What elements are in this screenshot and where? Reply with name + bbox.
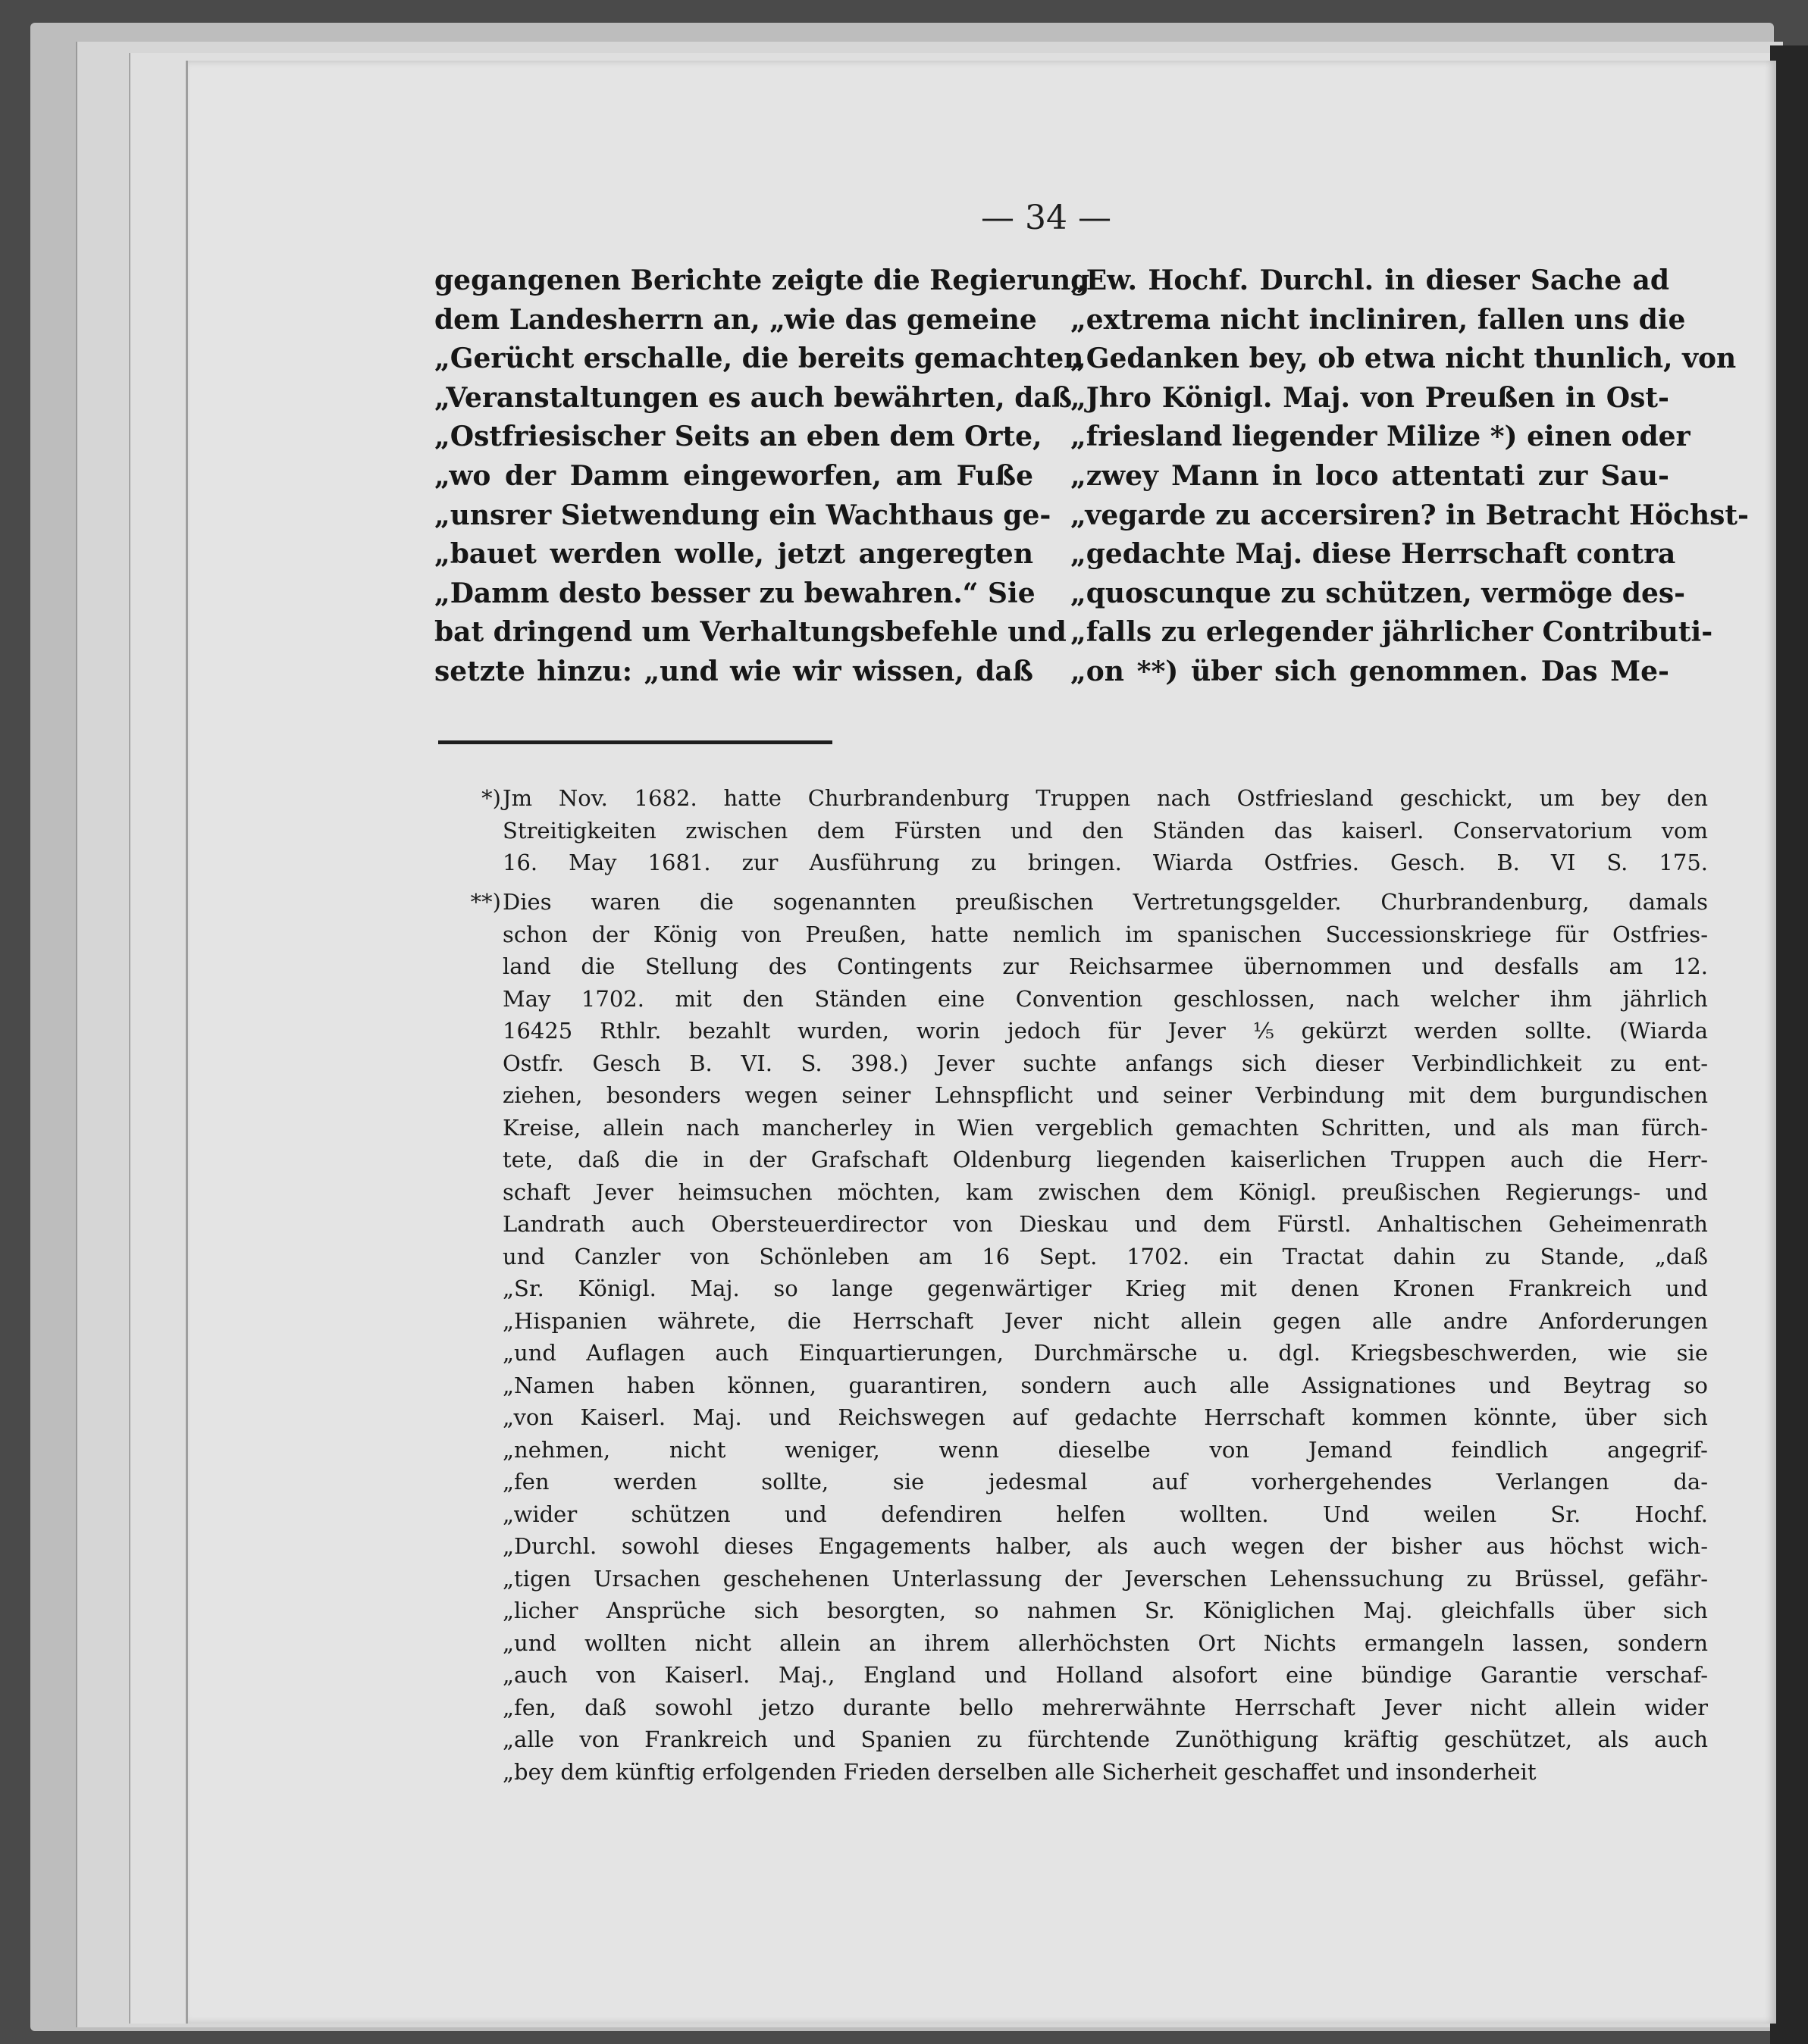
footnote-line: „von Kaiserl. Maj. und Reichswegen auf gedachte Herrschaft kommen könnte, über sich: [503, 1404, 1708, 1430]
footnote-line: Streitigkeiten zwischen dem Fürsten und den Ständen das kaiserl. Conservatorium vom: [503, 817, 1708, 844]
body-line: „extrema nicht incliniren, fallen uns die: [1070, 303, 1686, 336]
body-line: „vegarde zu accersiren? in Betracht Höchst-: [1070, 499, 1749, 531]
footnote-line: „fen, daß sowohl jetzo durante bello mehrerwähnte Herrschaft Jever nicht allein wider: [503, 1694, 1708, 1720]
footnote-line: „fen werden sollte, sie jedesmal auf vorhergehendes Verlangen da-: [503, 1469, 1708, 1495]
body-line: „bauet werden wolle, jetzt angeregten: [434, 538, 1033, 571]
footnote-2: [470, 886, 1708, 1788]
footnote-line: tete, daß die in der Grafschaft Oldenburg liegenden kaiserlichen Truppen auch die Herr-: [503, 1147, 1708, 1172]
footnote-line: und Canzler von Schönleben am 16 Sept. 1702. ein Tractat dahin zu Stande, „daß: [503, 1243, 1708, 1269]
footnote-separator-rule: [438, 740, 832, 744]
body-line: „Ew. Hochf. Durchl. in dieser Sache ad: [1070, 264, 1669, 296]
footnote-line: Jm Nov. 1682. hatte Churbrandenburg Truppen nach Ostfriesland geschickt, um bey den: [503, 785, 1708, 811]
body-line: „falls zu erlegender jährlicher Contributi-: [1070, 616, 1713, 649]
body-line: „zwey Mann in loco attentati zur Sau-: [1070, 459, 1669, 492]
body-line: „Ostfriesischer Seits an eben dem Orte,: [434, 421, 1042, 453]
footnote-line: „licher Ansprüche sich besorgten, so nahmen Sr. Königlichen Maj. gleichfalls über sich: [503, 1598, 1708, 1623]
footnote-line: 16. May 1681. zur Ausführung zu bringen. Wiarda Ostfries. Gesch. B. VI S. 175.: [503, 850, 1708, 875]
footnote-line: „wider schützen und defendiren helfen wollten. Und weilen Sr. Hochf.: [503, 1501, 1708, 1527]
body-line: „friesland liegender Milize *) einen oder: [1070, 421, 1690, 453]
page-number: — 34 —: [981, 199, 1111, 237]
footnote-line: land die Stellung des Contingents zur Reichsarmee übernommen und desfalls am 12.: [503, 953, 1708, 979]
left-text-column: [434, 261, 1090, 692]
body-line: „on **) über sich genommen. Das Me-: [1070, 655, 1669, 687]
footnote-line: „bey dem künftig erfolgenden Frieden derselben alle Sicherheit geschaffet und insonderheit: [503, 1758, 1537, 1785]
body-line: „gedachte Maj. diese Herrschaft contra: [1070, 538, 1676, 571]
body-line: „Jhro Königl. Maj. von Preußen in Ost-: [1070, 381, 1669, 414]
footnote-line: Ostfr. Gesch B. VI. S. 398.) Jever suchte anfangs sich dieser Verbindlichkeit zu ent-: [503, 1050, 1708, 1076]
body-line: bat dringend um Verhaltungsbefehle und: [434, 616, 1067, 649]
body-line: „quoscunque zu schützen, vermöge des-: [1070, 577, 1686, 609]
footnote-line: „Namen haben können, guarantiren, sondern auch alle Assignationes und Beytrag so: [503, 1372, 1708, 1398]
footnote-marker: *): [481, 785, 501, 811]
footnote-line: Dies waren die sogenannten preußischen Vertretungsgelder. Churbrandenburg, damals: [503, 889, 1708, 915]
body-line: „Damm desto besser zu bewahren.“ Sie: [434, 577, 1036, 609]
body-line: „Gerücht erschalle, die bereits gemachten: [434, 343, 1084, 375]
footnote-line: „und Auflagen auch Einquartierungen, Durchmärsche u. dgl. Kriegsbeschwerden, wie sie: [503, 1340, 1708, 1366]
footnote-line: Landrath auch Obersteuerdirector von Dieskau und dem Fürstl. Anhaltischen Geheimenrath: [503, 1211, 1708, 1237]
body-line: setzte hinzu: „und wie wir wissen, daß: [434, 655, 1033, 687]
footnote-line: „auch von Kaiserl. Maj., England und Holland alsofort eine bündige Garantie verschaf-: [503, 1662, 1708, 1688]
body-line: dem Landesherrn an, „wie das gemeine: [434, 303, 1037, 336]
footnote-line: 16425 Rthlr. bezahlt wurden, worin jedoch für Jever ⅕ gekürzt werden sollte. (Wiarda: [503, 1018, 1708, 1044]
footnote-line: schon der König von Preußen, hatte nemlich im spanischen Successionskriege für Ostfries-: [503, 921, 1708, 947]
footnote-line: „und wollten nicht allein an ihrem allerhöchsten Ort Nichts ermangeln lassen, sondern: [503, 1629, 1708, 1656]
body-line: „unsrer Sietwendung ein Wachthaus ge-: [434, 499, 1051, 531]
footnote-line: „nehmen, nicht weniger, wenn dieselbe von Jemand feindlich angegrif-: [503, 1436, 1708, 1463]
footnote-line: „Sr. Königl. Maj. so lange gegenwärtiger Krieg mit denen Kronen Frankreich und: [503, 1276, 1708, 1301]
footnote-marker: **): [470, 889, 501, 915]
footnote-line: May 1702. mit den Ständen eine Convention geschlossen, nach welcher ihm jährlich: [503, 985, 1708, 1012]
footnote-1: [481, 782, 1708, 879]
body-line: „wo der Damm eingeworfen, am Fuße: [434, 459, 1033, 492]
footnote-line: „alle von Frankreich und Spanien zu fürchtende Zunöthigung kräftig geschützet, als auch: [503, 1726, 1708, 1752]
footnote-line: Kreise, allein nach mancherley in Wien vergeblich gemachten Schritten, und als man fürch-: [503, 1114, 1708, 1141]
footnote-line: ziehen, besonders wegen seiner Lehnspflicht und seiner Verbindung mit dem burgundischen: [503, 1082, 1708, 1108]
right-text-column: [1070, 261, 1749, 692]
footnote-line: schaft Jever heimsuchen möchten, kam zwischen dem Königl. preußischen Regierungs- und: [503, 1179, 1708, 1205]
body-line: „Veranstaltungen es auch bewährten, daß: [434, 381, 1073, 414]
body-line: gegangenen Berichte zeigte die Regierung: [434, 264, 1090, 296]
footnote-line: „Durchl. sowohl dieses Engagements halber, als auch wegen der bisher aus höchst wich-: [503, 1533, 1708, 1559]
footnote-line: „Hispanien währete, die Herrschaft Jever nicht allein gegen alle andre Anforderungen: [503, 1307, 1708, 1334]
body-line: „Gedanken bey, ob etwa nicht thunlich, von: [1070, 343, 1737, 375]
footnote-line: „tigen Ursachen geschehenen Unterlassung der Jeverschen Lehenssuchung zu Brüssel, gefähr-: [503, 1565, 1708, 1592]
